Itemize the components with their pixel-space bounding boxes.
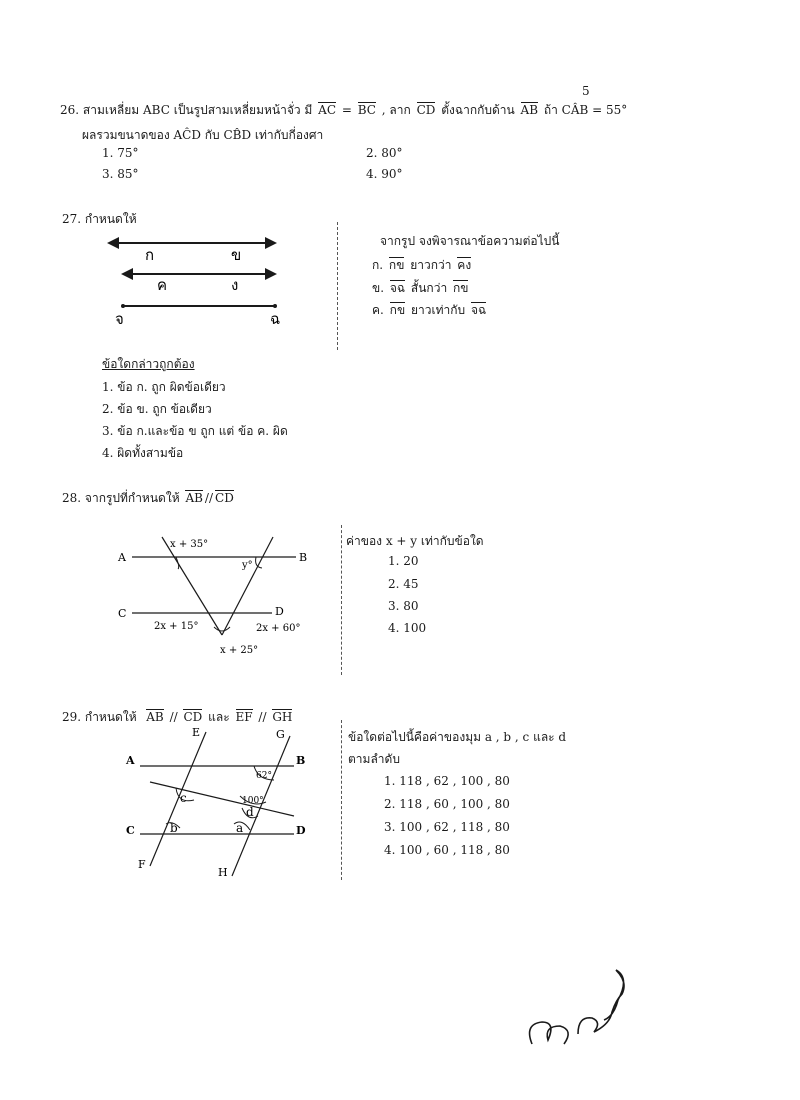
q27-stmt3-seg-b: จฉ: [470, 303, 487, 317]
q29-angle-100: 100°: [242, 796, 264, 806]
q28-seg-1: AB: [185, 491, 203, 505]
q27-stmt1-seg-a: กข: [388, 258, 405, 272]
q29-angle-c: c: [180, 791, 187, 805]
q26-choice-2[interactable]: 2. 80°: [366, 146, 403, 160]
q28-header: [62, 489, 236, 508]
q28-divider: [341, 525, 342, 675]
q27-statement-1: [372, 256, 473, 275]
q29-label-a: A: [126, 754, 135, 767]
q29-and: และ: [208, 710, 230, 724]
q27-label-k3: ค: [157, 276, 168, 294]
q26-choice-1[interactable]: 1. 75°: [102, 146, 139, 160]
q27-choice-4[interactable]: 4. ผิดทั้งสามข้อ: [102, 446, 184, 460]
page-number: 5: [582, 84, 590, 98]
q29-angle-d: d: [246, 805, 254, 819]
q28-number: 28.: [62, 491, 82, 505]
q28-arc-y: [256, 557, 262, 568]
q26-choice-3[interactable]: 3. 85°: [102, 167, 139, 181]
q28-label-b: B: [299, 551, 308, 564]
q29-label-b: B: [296, 754, 306, 767]
q27-stmt2-seg-b: กข: [453, 281, 469, 295]
q27-line-1: [107, 237, 277, 249]
q27-number: 27.: [62, 212, 82, 226]
q27-statement-3: [372, 301, 488, 320]
q28-angle-x25: x + 25°: [220, 645, 259, 656]
q27-choice-1[interactable]: 1. ข้อ ก. ถูก ผิดข้อเดียว: [102, 380, 226, 394]
q28-question: ค่าของ x + y เท่ากับข้อใด: [346, 534, 484, 548]
q26-line1: [60, 101, 627, 120]
q28-angle-y: y°: [242, 560, 253, 571]
q26-choice-4[interactable]: 4. 90°: [366, 167, 403, 181]
q26-text-mid: , ลาก: [381, 103, 411, 117]
q27-divider: [337, 222, 338, 350]
q27-stmt2-seg-a: จฉ: [389, 281, 406, 295]
q29-angle-a: a: [236, 821, 244, 835]
q26-seg-ab: AB: [520, 103, 539, 117]
q29-label-c: C: [126, 824, 135, 837]
q29-question-line2: ตามลำดับ: [348, 752, 400, 766]
q29-title: กำหนดให้: [84, 710, 137, 724]
q28-figure: [110, 525, 325, 665]
q29-seg-ab: AB: [146, 710, 164, 724]
q28-angle-2x60: 2x + 60°: [256, 623, 301, 634]
q27-stmt1-seg-b: คง: [457, 258, 472, 272]
q27-stmt3-seg-a: กข: [389, 303, 406, 317]
q29-transversal: [150, 782, 294, 816]
q29-choice-1[interactable]: 1. 118 , 62 , 100 , 80: [384, 774, 510, 788]
q27-question: ข้อใดกล่าวถูกต้อง: [102, 357, 195, 371]
q29-label-h: H: [218, 866, 228, 879]
q26-seg-ac: AC: [318, 103, 337, 117]
q29-parallel-1: //: [169, 710, 178, 724]
q28-label-c: C: [118, 607, 127, 620]
q27-label-k6: ฉ: [270, 310, 281, 328]
q28-choice-2[interactable]: 2. 45: [388, 577, 419, 591]
q28-choice-1[interactable]: 1. 20: [388, 554, 419, 568]
q29-label-d: D: [296, 824, 306, 837]
q27-stmt3-relation: ยาวเท่ากับ: [410, 303, 466, 317]
q28-label-a: A: [118, 551, 126, 564]
q26-seg-bc: BC: [357, 103, 376, 117]
q29-choice-4[interactable]: 4. 100 , 60 , 118 , 80: [384, 843, 510, 857]
q26-seg-cd: CD: [416, 103, 436, 117]
q27-title: กำหนดให้: [84, 212, 137, 226]
q26-number: 26.: [60, 103, 80, 117]
q29-choice-2[interactable]: 2. 118 , 60 , 100 , 80: [384, 797, 510, 811]
q29-label-g: G: [276, 728, 285, 741]
q27-stmt1-relation: ยาวกว่า: [410, 258, 452, 272]
q29-parallel-2: //: [258, 710, 267, 724]
q27-header: [62, 210, 137, 229]
q27-label-k5: จ: [115, 310, 124, 328]
q27-statement-2: [372, 279, 470, 298]
q27-stmt2-prefix: ข.: [372, 281, 385, 295]
q27-stmt1-prefix: ก.: [372, 258, 384, 272]
q27-label-k2: ข: [231, 246, 242, 264]
q28-parallel: //: [204, 491, 214, 505]
q29-number: 29.: [62, 710, 82, 724]
q28-choice-4[interactable]: 4. 100: [388, 621, 427, 635]
q29-line-gh: [232, 736, 290, 876]
q27-stmt3-prefix: ค.: [372, 303, 384, 317]
q27-label-k1: ก: [145, 246, 155, 264]
q29-figure: [118, 724, 318, 880]
q27-choice-2[interactable]: 2. ข้อ ข. ถูก ข้อเดียว: [102, 402, 212, 416]
q26-text-pre: สามเหลี่ยม ABC เป็นรูปสามเหลี่ยมหน้าจั่ว มี: [82, 103, 313, 117]
q29-angle-62: 62°: [256, 771, 272, 781]
q28-label-d: D: [275, 605, 284, 618]
q27-label-k4: ง: [231, 276, 239, 294]
q28-choice-3[interactable]: 3. 80: [388, 599, 419, 613]
q26-text-mid2: ตั้งฉากกับด้าน: [441, 103, 515, 117]
q28-transversal-right: [222, 537, 273, 635]
handwritten-signature: [520, 960, 640, 1060]
q26-line2: ผลรวมขนาดของ AĈD กับ CB̂D เท่ากับกี่องศา: [82, 128, 324, 142]
q29-line-ef: [150, 732, 206, 866]
q28-title: จากรูปที่กำหนดให้: [84, 491, 180, 505]
q27-figure: [105, 228, 290, 328]
q29-divider: [341, 720, 342, 880]
q29-seg-ef: EF: [235, 710, 253, 724]
q29-choice-3[interactable]: 3. 100 , 62 , 118 , 80: [384, 820, 510, 834]
q27-segment-3: [121, 304, 277, 308]
q26-eq: =: [341, 103, 352, 117]
q29-angle-b: b: [170, 821, 178, 835]
q27-stmt2-relation: สั้นกว่า: [410, 281, 448, 295]
q28-angle-x35: x + 35°: [170, 539, 209, 550]
q28-angle-2x15: 2x + 15°: [154, 621, 199, 632]
q27-line-2: [121, 268, 277, 280]
q29-label-e: E: [192, 726, 201, 739]
q27-choice-3[interactable]: 3. ข้อ ก.และข้อ ข ถูก แต่ ข้อ ค. ผิด: [102, 424, 288, 438]
q29-seg-gh: GH: [272, 710, 293, 724]
q29-question-line1: ข้อใดต่อไปนี้คือค่าของมุม a , b , c และ d: [348, 730, 567, 744]
q27-intro: จากรูป จงพิจารณาข้อความต่อไปนี้: [380, 234, 560, 248]
q28-seg-2: CD: [215, 491, 234, 505]
q29-seg-cd: CD: [183, 710, 203, 724]
q28-arc-bottom: [214, 627, 230, 631]
q29-label-f: F: [138, 858, 146, 871]
q26-condition: ถ้า CÂB = 55°: [543, 103, 628, 117]
